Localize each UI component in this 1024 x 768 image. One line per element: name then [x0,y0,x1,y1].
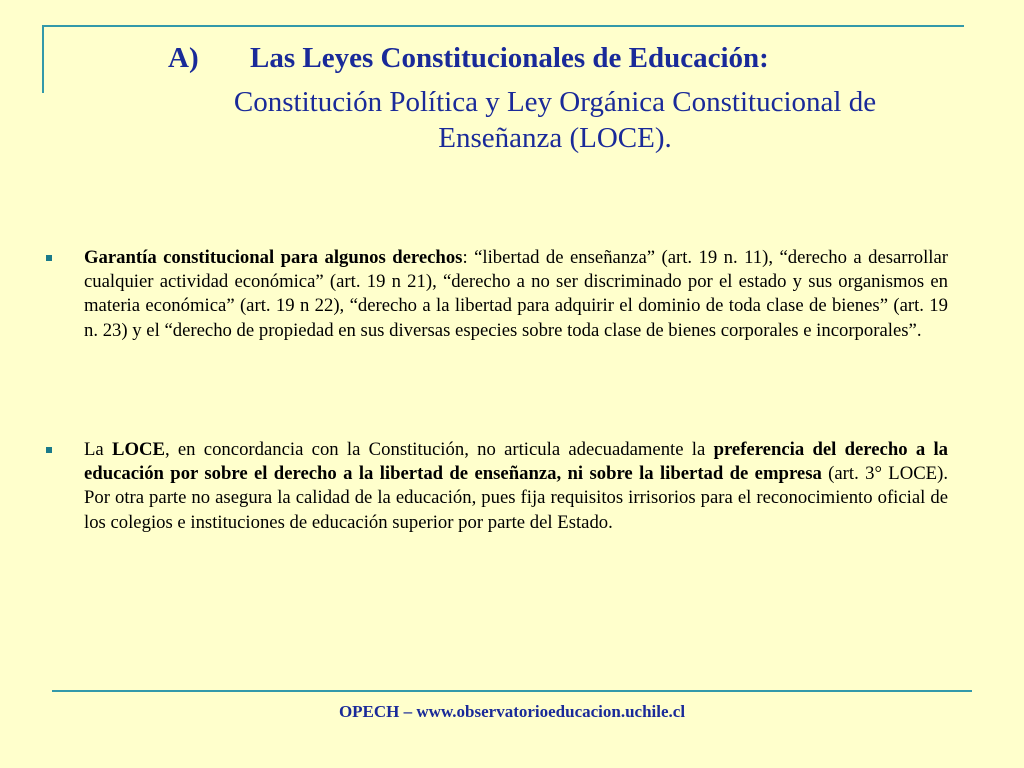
title-number: A) [168,42,199,74]
bullet-square-icon [46,447,52,453]
subtitle-line-2: Enseñanza (LOCE). [438,122,672,154]
bottom-rule [52,690,972,692]
bullet-2-text-c: (art. 3° LOCE). Por otra parte no asegura la calidad de la educación, pues fija requisitos irrisorios para el reconocimiento oficial de los colegios e instituciones de educación superior por parte del Estado. [84,463,948,533]
slide-title [168,40,769,76]
bullet-item-garantia [84,246,948,343]
bullet-1-text: : “libertad de enseñanza” (art. 19 n. 11), “derecho a desarrollar cualquier actividad económica” (art. 19 n 21), “derecho a no ser discriminado por el estado y sus organismos en materia económica” (art. 19 n 22), “derecho a la libertad para adquirir el dominio de toda clase de bienes” (art. 19 n. 23) y el “derecho de propiedad en sus diversas especies sobre toda clase de bienes corporales e incorporales”. [84,247,948,341]
title-main: Las Leyes Constitucionales de Educación: [250,42,769,74]
bullet-item-loce [84,438,948,535]
left-rule [42,25,44,93]
bullet-square-icon [46,255,52,261]
footer-text: OPECH – www.observatorioeducacion.uchile.cl [338,702,686,721]
slide-subtitle [175,84,935,156]
bullet-1-bold-lead: Garantía constitucional para algunos derechos [84,247,463,268]
bullet-2-bold-loce: LOCE [111,439,165,460]
bullet-2-text-a: La [84,439,112,460]
bullet-2-text-b: , en concordancia con la Constitución, no articula adecuadamente la [164,439,714,460]
top-rule [42,25,964,27]
subtitle-line-1: Constitución Política y Ley Orgánica Constitucional de [233,86,877,118]
bullet-2-bold-preferencia: preferencia del derecho a la educación por sobre el derecho a la libertad de enseñanza, ni sobre la libertad de empresa [84,439,948,485]
